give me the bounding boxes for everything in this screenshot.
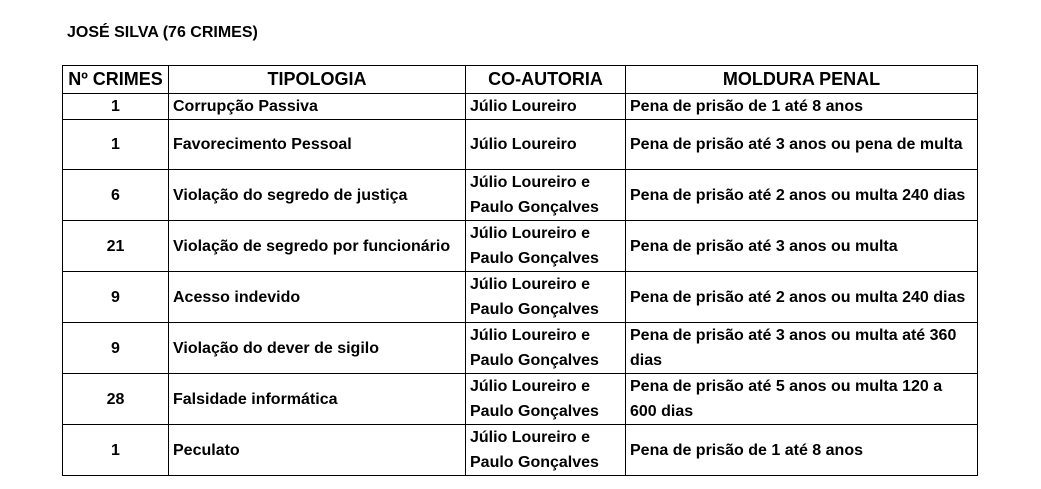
cell-co-autoria: Júlio Loureiro e Paulo Gonçalves <box>466 272 626 323</box>
cell-num-crimes: 1 <box>63 94 169 120</box>
header-num-crimes: Nº CRIMES <box>63 66 169 94</box>
cell-tipologia: Peculato <box>169 425 466 476</box>
cell-num-crimes: 21 <box>63 221 169 272</box>
cell-co-autoria: Júlio Loureiro e Paulo Gonçalves <box>466 374 626 425</box>
cell-num-crimes: 9 <box>63 323 169 374</box>
cell-num-crimes: 28 <box>63 374 169 425</box>
cell-num-crimes: 9 <box>63 272 169 323</box>
table-row <box>63 94 978 120</box>
cell-tipologia: Violação do dever de sigilo <box>169 323 466 374</box>
cell-tipologia: Corrupção Passiva <box>169 94 466 120</box>
cell-moldura-penal: Pena de prisão até 3 anos ou multa até 360 dias <box>626 323 978 374</box>
header-row <box>63 66 978 94</box>
header-tipologia: TIPOLOGIA <box>169 66 466 94</box>
table-row <box>63 425 978 476</box>
header-moldura-penal: MOLDURA PENAL <box>626 66 978 94</box>
cell-tipologia: Violação do segredo de justiça <box>169 170 466 221</box>
cell-tipologia: Acesso indevido <box>169 272 466 323</box>
crimes-table <box>62 65 978 476</box>
cell-moldura-penal: Pena de prisão até 3 anos ou pena de multa <box>626 120 978 170</box>
cell-moldura-penal: Pena de prisão de 1 até 8 anos <box>626 94 978 120</box>
cell-moldura-penal: Pena de prisão de 1 até 8 anos <box>626 425 978 476</box>
cell-tipologia: Falsidade informática <box>169 374 466 425</box>
table-row <box>63 272 978 323</box>
cell-num-crimes: 1 <box>63 425 169 476</box>
cell-co-autoria: Júlio Loureiro <box>466 94 626 120</box>
cell-tipologia: Violação de segredo por funcionário <box>169 221 466 272</box>
table-row <box>63 120 978 170</box>
table-header <box>63 66 978 94</box>
table-row <box>63 323 978 374</box>
cell-moldura-penal: Pena de prisão até 2 anos ou multa 240 dias <box>626 170 978 221</box>
table-row <box>63 374 978 425</box>
cell-moldura-penal: Pena de prisão até 2 anos ou multa 240 dias <box>626 272 978 323</box>
cell-tipologia: Favorecimento Pessoal <box>169 120 466 170</box>
cell-co-autoria: Júlio Loureiro e Paulo Gonçalves <box>466 221 626 272</box>
cell-co-autoria: Júlio Loureiro e Paulo Gonçalves <box>466 425 626 476</box>
cell-co-autoria: Júlio Loureiro e Paulo Gonçalves <box>466 170 626 221</box>
cell-co-autoria: Júlio Loureiro <box>466 120 626 170</box>
table-row <box>63 170 978 221</box>
cell-num-crimes: 6 <box>63 170 169 221</box>
table-body <box>63 94 978 476</box>
cell-num-crimes: 1 <box>63 120 169 170</box>
cell-co-autoria: Júlio Loureiro e Paulo Gonçalves <box>466 323 626 374</box>
document-title: JOSÉ SILVA (76 CRIMES) <box>67 24 258 41</box>
cell-moldura-penal: Pena de prisão até 3 anos ou multa <box>626 221 978 272</box>
cell-moldura-penal: Pena de prisão até 5 anos ou multa 120 a 600 dias <box>626 374 978 425</box>
header-co-autoria: CO-AUTORIA <box>466 66 626 94</box>
table-row <box>63 221 978 272</box>
